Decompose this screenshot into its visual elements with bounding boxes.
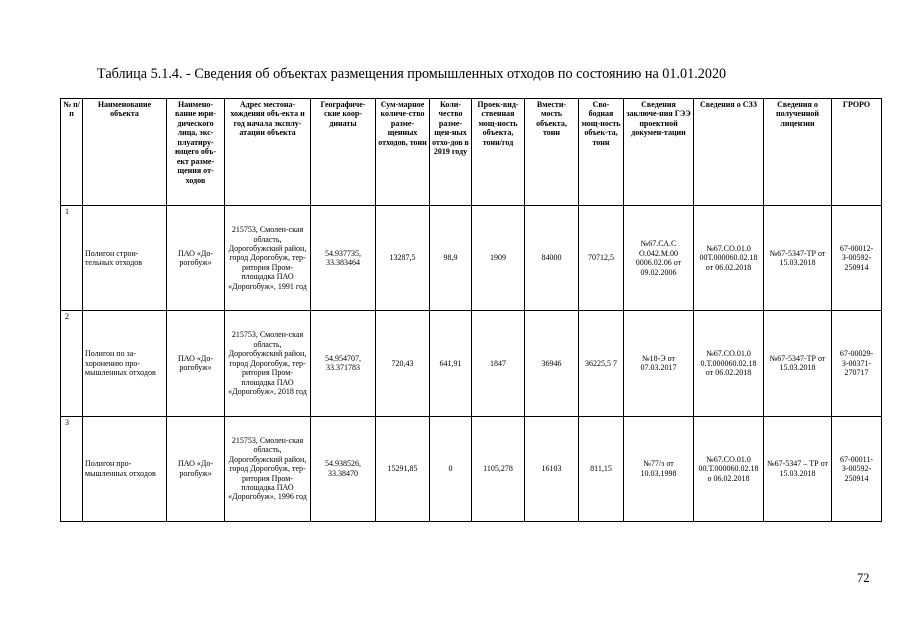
header-cell: Вмести-мость объекта, тонн bbox=[525, 99, 579, 206]
facility-address: 215753, Смолен-ская область, Дорогобужский район, город Дорогобуж, тер-ритория Пром-площадка ПАО «Дорогобуж», 1991 год bbox=[225, 206, 311, 311]
gee-conclusion: №77/з от 10.03.1998 bbox=[624, 416, 694, 521]
szz-info: №67.СО.01.0 0.Т.000060.02.18 от 06.02.2018 bbox=[694, 311, 764, 416]
header-cell: Проек-вид-ственная мощ-ность объекта, тонн/год bbox=[472, 99, 525, 206]
szz-info: №67.СО.01.0 00Т.000060.02.18 от 06.02.2018 bbox=[694, 206, 764, 311]
total-waste: 13287,5 bbox=[376, 206, 430, 311]
table-row bbox=[61, 416, 882, 521]
header-cell: Адрес местона-хождения объ-екта и год начала эксплу-атации объекта bbox=[225, 99, 311, 206]
header-cell: Сум-марное количе-ство разме-щенных отходов, тонн bbox=[376, 99, 430, 206]
groro-number: 67-00011-З-00592-250914 bbox=[832, 416, 882, 521]
waste-2019: 0 bbox=[430, 416, 472, 521]
table-header-row bbox=[61, 99, 882, 206]
waste-facilities-table bbox=[60, 98, 882, 522]
header-cell: Сведения заключе-ния ГЭЭ проектной докумен-тации bbox=[624, 99, 694, 206]
operator-name: ПАО «До-рогобуж» bbox=[167, 416, 225, 521]
szz-info: №67.СО.01.0 00.Т.000060.02.18 о 06.02.2018 bbox=[694, 416, 764, 521]
header-cell: Сведения о полученной лицензии bbox=[764, 99, 832, 206]
header-cell: ГРОРО bbox=[832, 99, 882, 206]
header-cell: Сведения о СЗЗ bbox=[694, 99, 764, 206]
facility-address: 215753, Смолен-ская область, Дорогобужский район, город Дорогобуж, тер-ритория Пром-площадка ПАО «Дорогобуж», 2018 год bbox=[225, 311, 311, 416]
facility-volume: 84000 bbox=[525, 206, 579, 311]
groro-number: 67-00029-З-00371-270717 bbox=[832, 311, 882, 416]
operator-name: ПАО «До-рогобуж» bbox=[167, 311, 225, 416]
free-capacity: 811,15 bbox=[579, 416, 624, 521]
total-waste: 15291,85 bbox=[376, 416, 430, 521]
total-waste: 720,43 bbox=[376, 311, 430, 416]
row-number: 3 bbox=[61, 416, 83, 521]
license-info: №67-5347 – ТР от 15.03.2018 bbox=[764, 416, 832, 521]
coordinates: 54.937735, 33.383464 bbox=[311, 206, 376, 311]
groro-number: 67-00012-З-00592-250914 bbox=[832, 206, 882, 311]
waste-2019: 641,91 bbox=[430, 311, 472, 416]
design-capacity: 1105,278 bbox=[472, 416, 525, 521]
facility-volume: 36946 bbox=[525, 311, 579, 416]
row-number: 2 bbox=[61, 311, 83, 416]
design-capacity: 1909 bbox=[472, 206, 525, 311]
facility-name: Полигон по за-хоронению про-мышленных отходов bbox=[83, 311, 167, 416]
row-number: 1 bbox=[61, 206, 83, 311]
facility-name: Полигон строи-тельных отходов bbox=[83, 206, 167, 311]
header-cell: Наимено-вание юри-дического лица, экс-плуатиру-ющего объ-ект разме-щения от-ходов bbox=[167, 99, 225, 206]
header-cell: Географиче-ские коор-динаты bbox=[311, 99, 376, 206]
facility-name: Полигон про-мышленных отходов bbox=[83, 416, 167, 521]
table-row bbox=[61, 311, 882, 416]
header-cell: Наименование объекта bbox=[83, 99, 167, 206]
free-capacity: 70712,5 bbox=[579, 206, 624, 311]
gee-conclusion: №67.СА.С О.042.М.00 0006.02.06 от 09.02.2006 bbox=[624, 206, 694, 311]
page-number: 72 bbox=[857, 571, 870, 585]
facility-address: 215753, Смолен-ская область, Дорогобужский район, город Дорогобуж, тер-ритория Пром-площадка ПАО «Дорогобуж», 1996 год bbox=[225, 416, 311, 521]
facility-volume: 16103 bbox=[525, 416, 579, 521]
table-title: Таблица 5.1.4. - Сведения об объектах размещения промышленных отходов по состоянию на 01.01.2020 bbox=[97, 66, 727, 82]
operator-name: ПАО «До-рогобуж» bbox=[167, 206, 225, 311]
header-cell: № п/п bbox=[61, 99, 83, 206]
header-cell: Сво-бодная мощ-ность объек-та, тонн bbox=[579, 99, 624, 206]
license-info: №67-5347-ТР от 15.03.2018 bbox=[764, 311, 832, 416]
gee-conclusion: №18-Э от 07.03.2017 bbox=[624, 311, 694, 416]
free-capacity: 36225,5 7 bbox=[579, 311, 624, 416]
license-info: №67-5347-ТР от 15.03.2018 bbox=[764, 206, 832, 311]
coordinates: 54.954707, 33.371783 bbox=[311, 311, 376, 416]
waste-2019: 98,9 bbox=[430, 206, 472, 311]
coordinates: 54.938526, 33.38470 bbox=[311, 416, 376, 521]
design-capacity: 1847 bbox=[472, 311, 525, 416]
header-cell: Коли-чество разме-щен-ных отхо-дов в 2019 году bbox=[430, 99, 472, 206]
table-row bbox=[61, 206, 882, 311]
